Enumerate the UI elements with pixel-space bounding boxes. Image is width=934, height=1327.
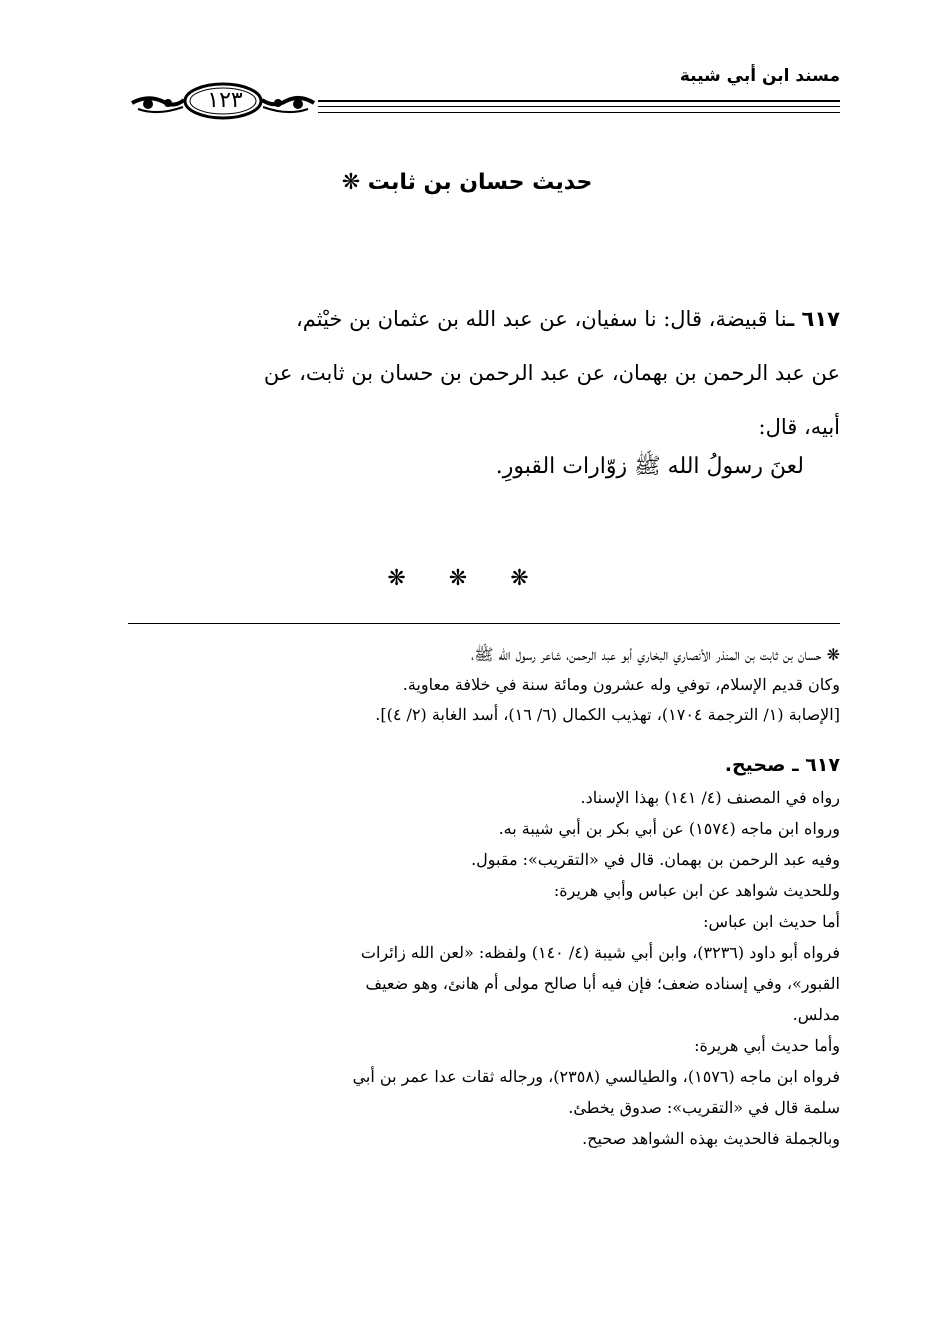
separator-stars: ❋ ❋ ❋ [387, 566, 547, 591]
hadith-matn: لعنَ رسولُ الله ﷺ زوّارات القبورِ. [495, 454, 804, 479]
takhrij-line: رواه في المصنف (٤/ ١٤١) بهذا الإسناد. [580, 788, 840, 807]
footnote-line-1: ❋ حسان بن ثابت بن المنذر الأنصاري البخاري أبو عبد الرحمن، شاعر رسول الله ﷺ، [471, 645, 840, 664]
takhrij-line: ورواه ابن ماجه (١٥٧٤) عن أبي بكر بن أبي شيبة به. [498, 819, 840, 838]
header-rule [318, 100, 840, 102]
takhrij-line: أما حديث ابن عباس: [703, 912, 840, 931]
header-rule-thin-lower [318, 112, 840, 113]
running-title: مسند ابن أبي شيبة [679, 66, 840, 86]
takhrij-line: مدلس. [792, 1005, 840, 1024]
takhrij-line: وأما حديث أبي هريرة: [694, 1036, 840, 1055]
takhrij-line: وللحديث شواهد عن ابن عباس وأبي هريرة: [553, 881, 840, 900]
takhrij-line: فرواه أبو داود (٣٢٣٦)، وابن أبي شيبة (٤/ ١٤٠) ولفظه: «لعن الله زائرات [360, 943, 840, 962]
header-rule-thin [318, 106, 840, 107]
isnad-line-1: ٦١٧ ـنا قبيضة، قال: نا سفيان، عن عبد الله بن عثمان بن خيْثم، [296, 307, 840, 331]
takhrij-line: القبور»، وفي إسناده ضعف؛ فإن فيه أبا صالح مولى أم هانئ، وهو ضعيف [365, 974, 840, 993]
footnote-rule [128, 623, 840, 624]
page-number: ١٢٣ [207, 88, 243, 113]
hadith-number: ٦١٧ ـ [787, 307, 840, 331]
hadith-isnad [128, 292, 840, 454]
footnote-line-2: وكان قديم الإسلام، توفي وله عشرون ومائة سنة في خلافة معاوية. [402, 675, 840, 694]
footnotes [128, 640, 840, 1154]
footnote-line-3: [الإصابة (١/ الترجمة ١٧٠٤)، تهذيب الكمال (٦/ ١٦)، أسد الغابة (٢/ ٤)]. [375, 705, 840, 724]
takhrij-line: وفيه عبد الرحمن بن بهمان. قال في «التقريب»: مقبول. [471, 850, 840, 869]
takhrij-line: فرواه ابن ماجه (١٥٧٦)، والطيالسي (٢٣٥٨)، ورجاله ثقات عدا عمر بن أبي [352, 1067, 840, 1086]
takhrij-heading: ٦١٧ ـ صحيح. [724, 754, 840, 776]
takhrij-line: سلمة قال في «التقريب»: صدوق يخطئ. [568, 1098, 840, 1117]
section-title: حديث حسان بن ثابت ❋ [341, 170, 593, 195]
isnad-line-2: عن عبد الرحمن بن بهمان، عن عبد الرحمن بن حسان بن ثابت، عن [263, 361, 840, 385]
takhrij-line: وبالجملة فالحديث بهذه الشواهد صحيح. [582, 1129, 840, 1148]
isnad-line-3: أبيه، قال: [758, 415, 840, 439]
